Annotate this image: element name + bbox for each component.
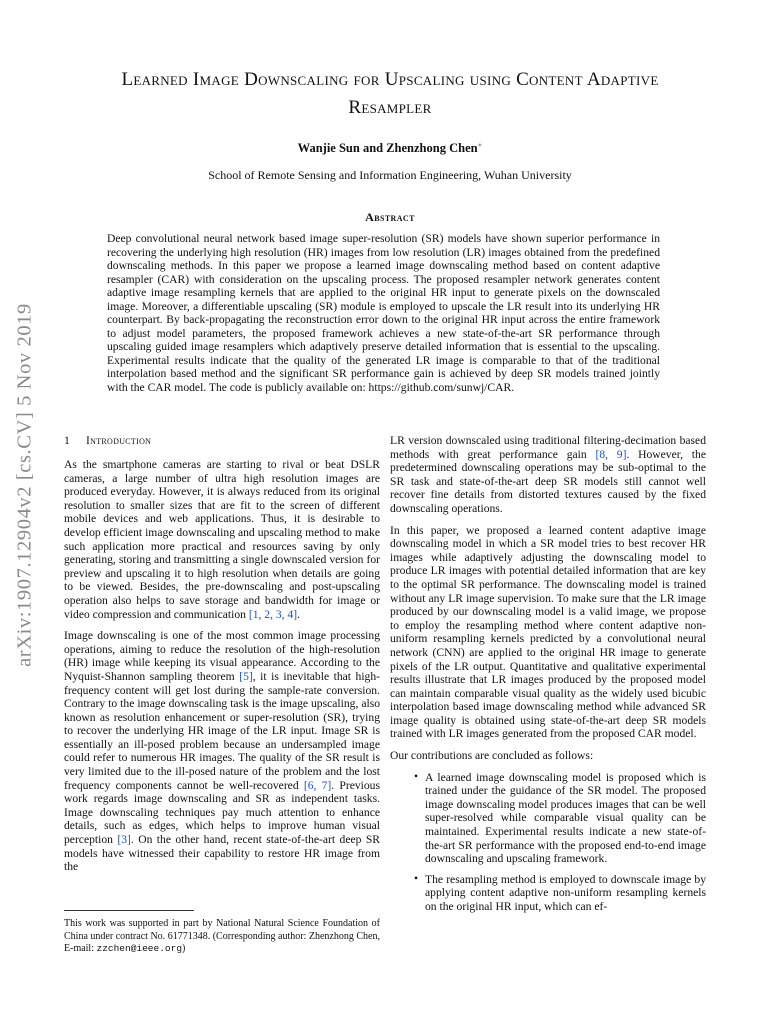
section-heading-introduction	[64, 434, 380, 450]
arxiv-stamp-text: arXiv:1907.12904v2 [cs.CV] 5 Nov 2019	[13, 303, 36, 667]
contribution-text: The resampling method is employed to downscale image by applying content adaptive non-uniform resampling kernels on the original HR input, which can ef-	[425, 872, 706, 913]
paragraph-text: Image downscaling is one of the most common image processing operations, aiming to reduce the resolution of the high-resolution (HR) image while keeping its visual appearance. According to the Nyquist-Shannon sampling theorem	[64, 629, 380, 683]
footnote-divider	[64, 910, 194, 911]
intro-paragraph-2	[64, 629, 380, 874]
affiliation: School of Remote Sensing and Information Engineering, Wuhan University	[208, 168, 572, 182]
paragraph-text: , it is inevitable that high-frequency content will get lost during the sample-rate conversion. Contrary to the image downscaling task is the image upscaling, also known as resolution enhancement or super-resolution (SR), trying to recover the underlying HR image of the LR input. Image SR is essentially an ill-posed problem because an undersampled image could refer to numerous HR images. The quality of the SR result is very limited due to the ill-posed nature of the problem and the lost frequency components cannot be well-recovered	[64, 669, 380, 792]
section-number: 1	[64, 434, 70, 447]
contribution-item	[414, 769, 706, 866]
paragraph-text: As the smartphone cameras are starting to rival or beat DSLR cameras, a large number of ultra high resolution images are produced everyday. However, it is always reduced from its original resolution to smaller sizes that are fit to the screen of different mobile devices and web applications. Thus, it is desirable to develop efficient image downscaling and upscaling method to make such application more practical and resources saving by only generating, storing and transmitting a single downscaled version for preview and upscaling it to high resolution when details are going to be viewed. Besides, the pre-downscaling and post-upscaling operation also helps to save storage and bandwidth for image or video compression and communication	[64, 458, 380, 621]
citation-link[interactable]: [3]	[117, 833, 131, 847]
footnote	[64, 918, 380, 956]
author-email[interactable]: zzchen@ieee.org	[96, 943, 183, 954]
intro-paragraph-3	[390, 434, 706, 516]
left-column	[64, 434, 380, 882]
right-column	[390, 434, 706, 921]
author-names: Wanjie Sun and Zhenzhong Chen	[297, 141, 478, 155]
footnote-text: This work was supported in part by National Natural Science Foundation of China under contract No. 61771348. (Corresponding author: Zhenzhong Chen, E-mail:	[64, 918, 380, 954]
citation-link[interactable]: [6, 7]	[303, 778, 332, 792]
contributions-list	[390, 771, 706, 914]
corresponding-author-mark: ∗	[477, 141, 483, 149]
citation-link[interactable]: [1, 2, 3, 4]	[248, 607, 298, 621]
footnote-text: )	[182, 943, 186, 954]
citation-link[interactable]: [8, 9]	[595, 447, 627, 461]
paragraph-text: .	[297, 607, 301, 621]
bullet-marker: •	[414, 769, 419, 783]
section-title: Introduction	[86, 434, 152, 447]
paragraph-text: . However, the predetermined downscaling operations may be sub-optimal to the SR task and state-of-the-art deep SR models still cannot well recover fine details from distorted textures caused by the fixed downscaling operations.	[390, 447, 706, 515]
intro-paragraph-4: In this paper, we proposed a learned content adaptive image downscaling model in which a SR model tries to best recover HR images while adaptively adjusting the downscaling model to produce LR images with potential detailed information that are key to the optimal SR performance. The downscaling model is trained without any LR image supervision. To make sure that the LR image produced by our downscaling model is a valid image, we propose to employ the resampling method where content adaptive non-uniform resampling kernels predicted by a convolutional neural network (CNN) are applied to the original HR image to generate pixels of the LR output. Quantitative and qualitative experimental results illustrate that LR images produced by the proposed model can maintain comparable visual quality as the widely used bicubic interpolation based image downscaling method while advanced SR image quality is obtained using state-of-the-art deep SR models trained with LR images generated from the proposed CAR model.	[390, 523, 706, 741]
paper-title: Learned Image Downscaling for Upscaling using Content Adaptive Resampler	[121, 69, 659, 118]
contributions-lead-in: Our contributions are concluded as follows:	[390, 749, 594, 763]
paragraph-text: . Previous work regards image downscaling and SR as independent tasks. Image downscaling techniques pay much attention to enhance details, such as edges, which helps to improve human visual perception	[64, 778, 380, 847]
arxiv-identifier	[0, 0, 50, 1024]
citation-link[interactable]: [5]	[239, 669, 253, 683]
intro-paragraph-1	[64, 458, 380, 621]
paragraph-text: LR version downscaled using traditional filtering-decimation based methods with great performance gain	[390, 434, 706, 461]
bullet-marker: •	[414, 871, 419, 885]
abstract-heading: Abstract	[365, 210, 415, 224]
abstract-body: Deep convolutional neural network based image super-resolution (SR) models have shown superior performance in recovering the underlying high resolution (HR) images from low resolution (LR) images obtained from the predefined downscaling methods. In this paper we propose a learned image downscaling method based on content adaptive resampler (CAR) with consideration on the upscaling process. The proposed resampler network generates content adaptive image resampling kernels that are applied to the original HR input to generate pixels on the downscaled image. Moreover, a differentiable upscaling (SR) module is employed to upscale the LR result into its underlying HR counterpart. By back-propagating the reconstruction error down to the original HR input across the entire framework to adjust model parameters, the proposed framework achieves a new state-of-the-art SR performance through upscaling guided image resamplers which adaptively preserve detailed information that is essential to the upscaling. Experimental results indicate that the quality of the generated LR image is comparable to that of the traditional interpolation based method and the significant SR performance gain is achieved by deep SR models trained jointly with the CAR model. The code is publicly available on: https://github.com/sunwj/CAR.	[107, 232, 660, 394]
contribution-text: A learned image downscaling model is proposed which is trained under the guidance of the SR model. The proposed image downscaling model produces images that can be well super-resolved while comparable visual quality can be maintained. Experimental results indicate a new state-of-the-art SR performance with the proposed end-to-end image downscaling and upscaling framework.	[425, 770, 706, 866]
paragraph-text: . On the other hand, recent state-of-the-art deep SR models have witnessed their capability to restore HR image from the	[64, 833, 381, 874]
author-line	[80, 141, 700, 156]
contribution-item	[414, 871, 706, 914]
